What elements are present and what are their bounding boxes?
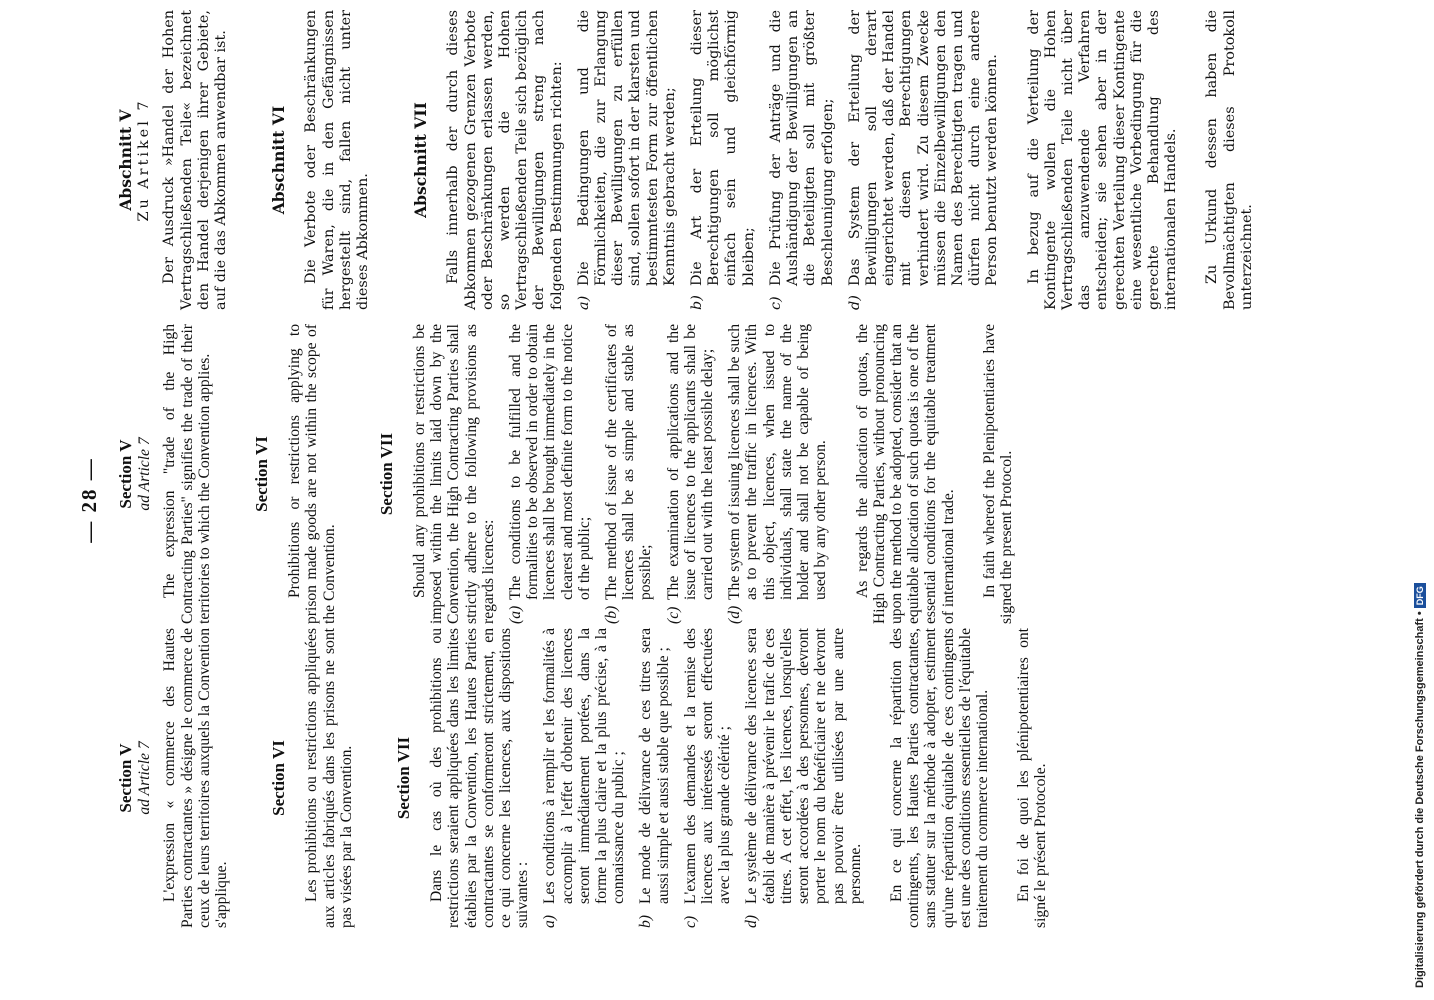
item-label: b) <box>637 915 655 928</box>
section-v-subheading: Zu Artikel 7 <box>136 98 153 222</box>
list-item <box>637 628 671 928</box>
list-item <box>507 324 593 624</box>
section-v-text: The expression "trade of the High Contracting Parties" signifies the trade of their territories to which the Convention applies. <box>161 324 213 624</box>
page-number: — 28 — <box>77 457 101 543</box>
section-v-heading: Section V <box>116 743 135 813</box>
list-item <box>682 628 734 928</box>
column-english <box>117 324 1025 624</box>
item-text: Le mode de délivrance de ces titres sera aussi simple et aussi stable que possible ; <box>637 628 672 904</box>
section-v-heading: Section V <box>116 439 135 509</box>
list-item <box>726 324 829 624</box>
list-item <box>768 10 837 310</box>
section-vi-heading: Section VI <box>252 436 272 512</box>
list-item <box>665 324 717 624</box>
item-text: The examination of applications and the issue of licences to the applicants shall be carried out with the least possible delay; <box>664 324 717 600</box>
item-label: d) <box>846 295 863 310</box>
section-vii-heading: Section VII <box>376 432 396 516</box>
item-text: Das System der Erteilung der Bewilligungen soll derart eingerichtet werden, daß der Handel mit diesen Berechtigungen verhindert wird. Zu diesem Zwecke müssen die Einzelbewilligungen den Namen des Berechtigten tragen und dürfen nicht durch eine andere Person benutzt werden können. <box>846 10 1001 286</box>
item-label: a) <box>575 295 592 310</box>
list-item <box>541 628 627 928</box>
list-item <box>847 10 1002 310</box>
item-text: Die Prüfung der Anträge und die Aushändigung der Bewilligungen an die Beteiligten soll mit größter Beschleunigung erfolgen; <box>767 10 836 286</box>
document-page <box>17 0 1417 1000</box>
item-label: (b) <box>603 605 621 624</box>
item-text: The method of issue of the certificates of licences shall be as simple and stable as possible; <box>603 324 655 600</box>
item-text: Die Art der Erteilung dieser Berechtigungen soll möglichst einfach sein und gleichförmig bleiben; <box>689 10 757 286</box>
section-v-heading: Abschnitt V <box>116 109 135 211</box>
list-item <box>603 324 655 624</box>
list-item <box>576 10 679 310</box>
item-text: L'examen des demandes et la remise des licences aux intéressés seront effectuées avec la plus grande célérité ; <box>681 628 734 904</box>
list-item <box>689 10 758 310</box>
section-vi-heading: Abschnitt VI <box>269 105 289 215</box>
section-vii-text: Falls innerhalb der durch dieses Abkommen gezogenen Grenzen Verbote oder Beschränkungen erlassen werden, so werden die Hohen Vertragschließenden Teile sich bezüglich der Bewilligungen streng nach folgenden Bestimmungen richten: <box>445 10 565 310</box>
section-v-text: Der Ausdruck »Handel der Hohen Vertragschließenden Teile« bezeichnet den Handel derjenigen ihrer Gebiete, auf die das Abkommen anwendbar ist. <box>161 10 230 310</box>
quota-text: In bezug auf die Verteilung der Kontingente wollen die Hohen Vertragschließenden Teile nicht über das anzuwendende Verfahren entscheiden; sie sehen aber in der gerechten Verteilung dieser Kontingente eine wesentliche Vorbedingung für die gerechte Behandlung des internationalen Handels. <box>1025 10 1180 310</box>
closing-text: En foi de quoi les plénipotentiaires ont signé le présent Protocole. <box>1015 628 1050 928</box>
column-french <box>117 628 1060 928</box>
item-label: c) <box>767 296 784 310</box>
section-v-subheading: ad Article 7 <box>136 437 154 511</box>
section-vii-text: Should any prohibitions or restrictions be imposed within the limits laid down by the Convention, the High Contracting Parties shall strictly adhere to the following provisions as regards licences: <box>411 324 497 624</box>
list-item <box>743 628 863 928</box>
digitization-credit <box>1414 368 1426 1000</box>
dfg-logo: DFG <box>1414 583 1426 608</box>
item-label: c) <box>681 915 699 928</box>
closing-text: Zu Urkund dessen haben die Bevollmächtigten dieses Protokoll unterzeichnet. <box>1204 10 1255 310</box>
item-text: The system of issuing licences shall be such as to prevent the traffic in licences. With this object, licences, when issued to individuals, shall state the name of the holder and shall not be capable of being used by any other person. <box>726 324 830 600</box>
item-text: The conditions to be fulfilled and the formalities to be observed in order to obtain licences shall be brought immediately in the clearest and most definite form to the notice of the public; <box>507 324 593 600</box>
item-text: Le système de délivrance des licences sera établi de manière à prévenir le trafic de ces titres. A cet effet, les licences, lorsqu'elles seront accordées à des personnes, devront porter le nom du bénéficiaire et ne devront pas pouvoir être utilisées par une autre personne. <box>743 628 864 904</box>
section-vii-heading: Abschnitt VII <box>411 102 431 218</box>
item-label: (d) <box>726 605 744 624</box>
item-label: b) <box>689 295 706 310</box>
section-v-text: L'expression « commerce des Hautes Parties contractantes » désigne le commerce de ceux de leurs territoires auxquels la Convention s'applique. <box>161 628 231 928</box>
column-german <box>117 10 1266 310</box>
item-text: Les conditions à remplir et les formalités à accomplir à l'effet d'obtenir des licences seront immédiatement portées, dans la forme la plus claire et la plus précise, à la connaissance du public ; <box>541 628 628 904</box>
item-label: a) <box>541 915 559 928</box>
item-label: (c) <box>664 606 682 624</box>
credit-text: Digitalisierung gefördert durch die Deutsche Forschungsgemeinschaft • <box>1414 611 1426 988</box>
section-vi-heading: Section VI <box>269 740 289 816</box>
item-text: Die Bedingungen und die Förmlichkeiten, die zur Erlangung dieser Bewilligungen zu erfüllen sind, sollen sofort in der klarsten und bestimmtesten Form zur öffentlichen Kenntnis gebracht werden; <box>575 10 678 286</box>
section-v-subheading: ad Article 7 <box>136 741 154 815</box>
section-vii-text: Dans le cas où des prohibitions ou restrictions seraient appliquées dans les limites établies par la Convention, les Hautes Parties contractantes se conformeront strictement, en ce qui concerne les licences, aux dispositions suivantes : <box>428 628 532 928</box>
section-vi-text: Die Verbote oder Beschränkungen für Waren, die in den Gefängnissen hergestellt sind, fallen nicht unter dieses Abkommen. <box>303 10 372 310</box>
item-label: d) <box>743 915 761 928</box>
section-vii-heading: Section VII <box>394 736 414 820</box>
closing-text: In faith whereof the Plenipotentiaries have signed the present Protocol. <box>980 324 1015 624</box>
section-vi-text: Prohibitions or restrictions applying to prison made goods are not within the scope of the Convention. <box>286 324 338 624</box>
section-vi-text: Les prohibitions ou restrictions appliquées aux articles fabriqués dans les prisons ne sont pas visées par la Convention. <box>303 628 355 928</box>
quota-text: As regards the allocation of quotas, the High Contracting Parties, without pronouncing upon the method to be adopted, consider that an equitable allocation of such quotas is one of the essential conditions for the equitable treatment of international trade. <box>853 324 957 624</box>
item-label: (a) <box>507 605 525 624</box>
quota-text: En ce qui concerne la répartition des contingents, les Hautes Parties contractantes, sans statuer sur la méthode à adopter, estiment qu'une répartition équitable de ces contingents est une des conditions essentielles de l'équitable traitement du commerce international. <box>887 628 991 928</box>
